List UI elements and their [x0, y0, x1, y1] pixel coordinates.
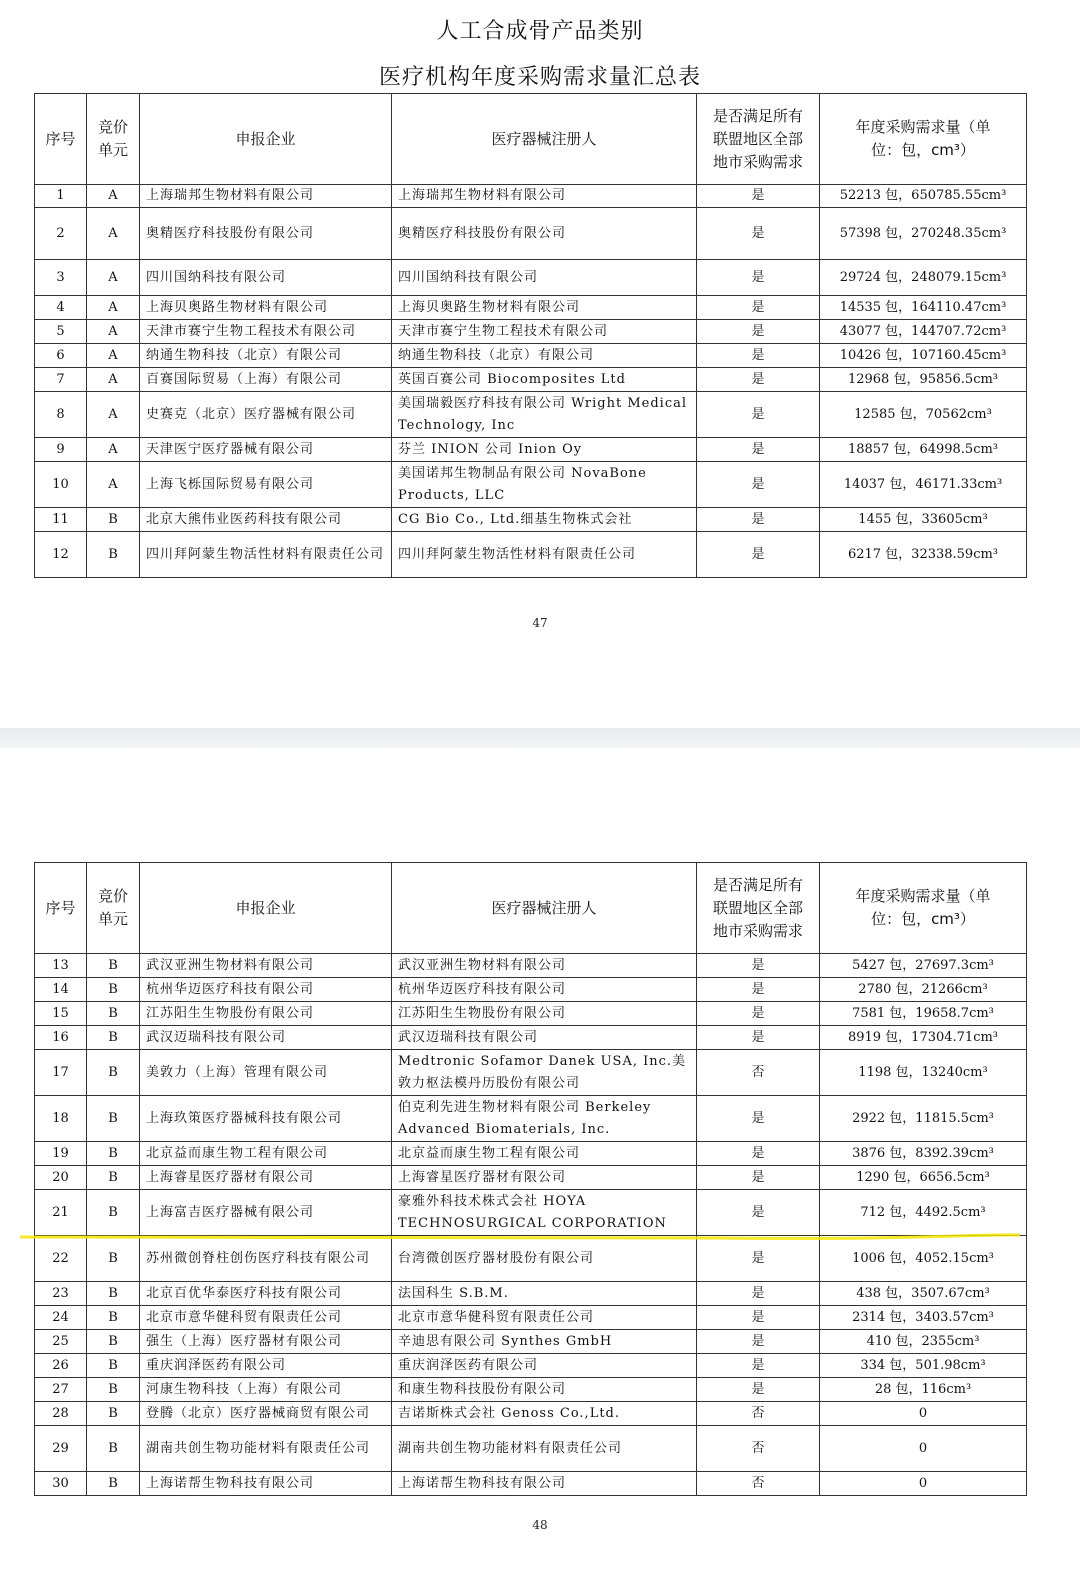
cell-company: 上海玖策医疗器械科技有限公司 [140, 1096, 392, 1142]
cell-meets: 是 [697, 1282, 820, 1306]
cell-demand: 3876 包，8392.39cm³ [820, 1142, 1027, 1166]
cell-unit: B [87, 1306, 140, 1330]
table-body-page-47 [35, 185, 1027, 578]
cell-meets: 是 [697, 1354, 820, 1378]
cell-registrant: 美国瑞毅医疗科技有限公司 Wright Medical Technology, Inc [392, 392, 697, 438]
cell-registrant: 伯克利先进生物材料有限公司 Berkeley Advanced Biomaterials, Inc. [392, 1096, 697, 1142]
table-row [35, 1026, 1027, 1050]
cell-meets: 是 [697, 1166, 820, 1190]
cell-unit: A [87, 462, 140, 508]
cell-meets: 是 [697, 208, 820, 260]
document-title: 人工合成骨产品类别 [436, 19, 644, 44]
cell-no: 24 [35, 1306, 87, 1330]
cell-registrant: 和康生物科技股份有限公司 [392, 1378, 697, 1402]
cell-demand: 6217 包，32338.59cm³ [820, 532, 1027, 578]
cell-unit: B [87, 1096, 140, 1142]
cell-no: 9 [35, 438, 87, 462]
cell-demand: 410 包，2355cm³ [820, 1330, 1027, 1354]
cell-meets: 是 [697, 508, 820, 532]
cell-registrant: 四川国纳科技有限公司 [392, 260, 697, 296]
cell-meets: 是 [697, 296, 820, 320]
cell-company: 上海瑞邦生物材料有限公司 [140, 185, 392, 208]
cell-no: 13 [35, 954, 87, 978]
cell-registrant: 奥精医疗科技股份有限公司 [392, 208, 697, 260]
cell-meets: 是 [697, 438, 820, 462]
cell-company: 上海飞栎国际贸易有限公司 [140, 462, 392, 508]
cell-unit: A [87, 368, 140, 392]
cell-demand: 57398 包，270248.35cm³ [820, 208, 1027, 260]
table-row [35, 1402, 1027, 1426]
cell-unit: B [87, 1190, 140, 1236]
cell-unit: A [87, 320, 140, 344]
cell-demand: 2780 包，21266cm³ [820, 978, 1027, 1002]
demand-table-page-48 [34, 862, 1027, 1496]
header-no: 序号 [35, 863, 87, 954]
table-row [35, 1282, 1027, 1306]
cell-demand: 18857 包，64998.5cm³ [820, 438, 1027, 462]
table-header-row [35, 94, 1027, 185]
cell-company: 天津医宁医疗器械有限公司 [140, 438, 392, 462]
cell-company: 杭州华迈医疗科技有限公司 [140, 978, 392, 1002]
cell-no: 27 [35, 1378, 87, 1402]
cell-unit: A [87, 260, 140, 296]
page-number: 48 [532, 1518, 548, 1532]
document-page-48 [0, 748, 1080, 1594]
cell-company: 史赛克（北京）医疗器械有限公司 [140, 392, 392, 438]
cell-company: 四川国纳科技有限公司 [140, 260, 392, 296]
document-page-47 [0, 0, 1080, 728]
cell-no: 22 [35, 1236, 87, 1282]
table-row [35, 1096, 1027, 1142]
cell-company: 天津市赛宁生物工程技术有限公司 [140, 320, 392, 344]
cell-registrant: CG Bio Co., Ltd.细基生物株式会社 [392, 508, 697, 532]
table-row [35, 1472, 1027, 1496]
table-row [35, 1190, 1027, 1236]
table-row [35, 438, 1027, 462]
table-body-page-48 [35, 954, 1027, 1496]
cell-registrant: 北京益而康生物工程有限公司 [392, 1142, 697, 1166]
cell-demand: 2314 包，3403.57cm³ [820, 1306, 1027, 1330]
demand-table-page-47 [34, 93, 1027, 578]
cell-company: 四川拜阿蒙生物活性材料有限责任公司 [140, 532, 392, 578]
table-row [35, 208, 1027, 260]
cell-unit: B [87, 508, 140, 532]
cell-company: 上海睿星医疗器材有限公司 [140, 1166, 392, 1190]
cell-company: 北京大熊伟业医药科技有限公司 [140, 508, 392, 532]
cell-meets: 是 [697, 1378, 820, 1402]
cell-unit: B [87, 1472, 140, 1496]
cell-registrant: 四川拜阿蒙生物活性材料有限责任公司 [392, 532, 697, 578]
cell-meets: 是 [697, 260, 820, 296]
cell-unit: B [87, 1378, 140, 1402]
table-row [35, 1426, 1027, 1472]
cell-no: 20 [35, 1166, 87, 1190]
cell-demand: 1006 包，4052.15cm³ [820, 1236, 1027, 1282]
cell-meets: 是 [697, 1096, 820, 1142]
table-row [35, 462, 1027, 508]
cell-demand: 14037 包，46171.33cm³ [820, 462, 1027, 508]
table-row [35, 954, 1027, 978]
cell-unit: A [87, 392, 140, 438]
table-row [35, 392, 1027, 438]
cell-registrant: 吉诺斯株式会社 Genoss Co.,Ltd. [392, 1402, 697, 1426]
cell-meets: 是 [697, 1142, 820, 1166]
cell-demand: 14535 包，164110.47cm³ [820, 296, 1027, 320]
cell-company: 江苏阳生生物股份有限公司 [140, 1002, 392, 1026]
cell-company: 强生（上海）医疗器材有限公司 [140, 1330, 392, 1354]
cell-company: 上海贝奥路生物材料有限公司 [140, 296, 392, 320]
cell-company: 北京百优华泰医疗科技有限公司 [140, 1282, 392, 1306]
table-row [35, 1166, 1027, 1190]
cell-demand: 712 包，4492.5cm³ [820, 1190, 1027, 1236]
table-row [35, 1354, 1027, 1378]
header-demand: 年度采购需求量（单位：包，cm³） [820, 94, 1027, 185]
table-row [35, 1002, 1027, 1026]
cell-company: 苏州微创脊柱创伤医疗科技有限公司 [140, 1236, 392, 1282]
cell-meets: 否 [697, 1472, 820, 1496]
cell-unit: B [87, 1166, 140, 1190]
cell-unit: B [87, 1050, 140, 1096]
table-row [35, 1306, 1027, 1330]
cell-unit: A [87, 344, 140, 368]
cell-demand: 7581 包，19658.7cm³ [820, 1002, 1027, 1026]
table-row [35, 1050, 1027, 1096]
cell-demand: 28 包，116cm³ [820, 1378, 1027, 1402]
cell-unit: B [87, 1330, 140, 1354]
cell-demand: 5427 包，27697.3cm³ [820, 954, 1027, 978]
header-company: 申报企业 [140, 94, 392, 185]
cell-unit: A [87, 296, 140, 320]
cell-unit: B [87, 1426, 140, 1472]
table-row [35, 320, 1027, 344]
header-company: 申报企业 [140, 863, 392, 954]
table-row [35, 1378, 1027, 1402]
table-row [35, 1142, 1027, 1166]
cell-no: 25 [35, 1330, 87, 1354]
cell-company: 奥精医疗科技股份有限公司 [140, 208, 392, 260]
cell-registrant: 上海贝奥路生物材料有限公司 [392, 296, 697, 320]
table-row [35, 368, 1027, 392]
cell-no: 30 [35, 1472, 87, 1496]
cell-registrant: 上海诺帮生物科技有限公司 [392, 1472, 697, 1496]
table-row [35, 1236, 1027, 1282]
header-registrant: 医疗器械注册人 [392, 94, 697, 185]
cell-meets: 是 [697, 368, 820, 392]
cell-registrant: 豪雅外科技术株式会社 HOYA TECHNOSURGICAL CORPORATION [392, 1190, 697, 1236]
cell-meets: 是 [697, 1306, 820, 1330]
cell-no: 15 [35, 1002, 87, 1026]
cell-company: 美敦力（上海）管理有限公司 [140, 1050, 392, 1096]
cell-registrant: 武汉迈瑞科技有限公司 [392, 1026, 697, 1050]
cell-no: 16 [35, 1026, 87, 1050]
cell-no: 2 [35, 208, 87, 260]
cell-no: 6 [35, 344, 87, 368]
cell-registrant: 纳通生物科技（北京）有限公司 [392, 344, 697, 368]
table-row [35, 532, 1027, 578]
table-header-row [35, 863, 1027, 954]
cell-no: 7 [35, 368, 87, 392]
cell-unit: B [87, 954, 140, 978]
cell-registrant: 台湾微创医疗器材股份有限公司 [392, 1236, 697, 1282]
cell-demand: 52213 包，650785.55cm³ [820, 185, 1027, 208]
cell-company: 重庆润泽医药有限公司 [140, 1354, 392, 1378]
cell-registrant: 天津市赛宁生物工程技术有限公司 [392, 320, 697, 344]
cell-unit: B [87, 1282, 140, 1306]
cell-no: 4 [35, 296, 87, 320]
cell-company: 上海富吉医疗器械有限公司 [140, 1190, 392, 1236]
cell-unit: B [87, 1142, 140, 1166]
header-meets: 是否满足所有联盟地区全部地市采购需求 [697, 94, 820, 185]
cell-registrant: 辛迪思有限公司 Synthes GmbH [392, 1330, 697, 1354]
header-demand: 年度采购需求量（单位：包，cm³） [820, 863, 1027, 954]
cell-unit: A [87, 185, 140, 208]
cell-demand: 8919 包，17304.71cm³ [820, 1026, 1027, 1050]
cell-meets: 否 [697, 1402, 820, 1426]
cell-meets: 是 [697, 320, 820, 344]
cell-demand: 2922 包，11815.5cm³ [820, 1096, 1027, 1142]
cell-unit: B [87, 1002, 140, 1026]
cell-no: 14 [35, 978, 87, 1002]
cell-demand: 1455 包，33605cm³ [820, 508, 1027, 532]
cell-company: 北京益而康生物工程有限公司 [140, 1142, 392, 1166]
cell-demand: 12585 包，70562cm³ [820, 392, 1027, 438]
cell-registrant: Medtronic Sofamor Danek USA, Inc.美敦力枢法模丹历股份有限公司 [392, 1050, 697, 1096]
cell-demand: 334 包，501.98cm³ [820, 1354, 1027, 1378]
cell-unit: B [87, 1236, 140, 1282]
cell-meets: 是 [697, 392, 820, 438]
cell-demand: 1198 包，13240cm³ [820, 1050, 1027, 1096]
cell-meets: 是 [697, 1002, 820, 1026]
cell-demand: 0 [820, 1426, 1027, 1472]
cell-demand: 0 [820, 1402, 1027, 1426]
cell-unit: B [87, 1402, 140, 1426]
cell-no: 17 [35, 1050, 87, 1096]
cell-meets: 是 [697, 1190, 820, 1236]
table-row [35, 978, 1027, 1002]
cell-meets: 是 [697, 978, 820, 1002]
cell-company: 武汉亚洲生物材料有限公司 [140, 954, 392, 978]
cell-unit: B [87, 1354, 140, 1378]
page-number: 47 [532, 616, 548, 630]
cell-no: 10 [35, 462, 87, 508]
cell-company: 上海诺帮生物科技有限公司 [140, 1472, 392, 1496]
cell-registrant: 湖南共创生物功能材料有限责任公司 [392, 1426, 697, 1472]
cell-no: 18 [35, 1096, 87, 1142]
cell-meets: 是 [697, 1236, 820, 1282]
table-row [35, 296, 1027, 320]
cell-no: 3 [35, 260, 87, 296]
cell-demand: 10426 包，107160.45cm³ [820, 344, 1027, 368]
cell-meets: 否 [697, 1050, 820, 1096]
page-separator [0, 728, 1080, 748]
cell-meets: 是 [697, 185, 820, 208]
cell-unit: B [87, 532, 140, 578]
cell-meets: 是 [697, 954, 820, 978]
cell-demand: 29724 包，248079.15cm³ [820, 260, 1027, 296]
cell-demand: 43077 包，144707.72cm³ [820, 320, 1027, 344]
table-row [35, 344, 1027, 368]
cell-registrant: 法国科生 S.B.M. [392, 1282, 697, 1306]
cell-company: 武汉迈瑞科技有限公司 [140, 1026, 392, 1050]
cell-demand: 438 包，3507.67cm³ [820, 1282, 1027, 1306]
cell-no: 12 [35, 532, 87, 578]
cell-demand: 12968 包，95856.5cm³ [820, 368, 1027, 392]
cell-demand: 1290 包，6656.5cm³ [820, 1166, 1027, 1190]
cell-registrant: 重庆润泽医药有限公司 [392, 1354, 697, 1378]
cell-registrant: 江苏阳生生物股份有限公司 [392, 1002, 697, 1026]
cell-meets: 是 [697, 462, 820, 508]
cell-company: 河康生物科技（上海）有限公司 [140, 1378, 392, 1402]
header-registrant: 医疗器械注册人 [392, 863, 697, 954]
cell-registrant: 上海瑞邦生物材料有限公司 [392, 185, 697, 208]
cell-company: 北京市意华健科贸有限责任公司 [140, 1306, 392, 1330]
cell-company: 百赛国际贸易（上海）有限公司 [140, 368, 392, 392]
cell-no: 1 [35, 185, 87, 208]
cell-registrant: 英国百赛公司 Biocomposites Ltd [392, 368, 697, 392]
cell-registrant: 上海睿星医疗器材有限公司 [392, 1166, 697, 1190]
cell-company: 登腾（北京）医疗器械商贸有限公司 [140, 1402, 392, 1426]
cell-no: 11 [35, 508, 87, 532]
cell-registrant: 美国诺邦生物制品有限公司 NovaBone Products, LLC [392, 462, 697, 508]
cell-no: 23 [35, 1282, 87, 1306]
table-row [35, 508, 1027, 532]
table-row [35, 1330, 1027, 1354]
cell-company: 湖南共创生物功能材料有限责任公司 [140, 1426, 392, 1472]
header-unit: 竞价单元 [87, 94, 140, 185]
cell-registrant: 武汉亚洲生物材料有限公司 [392, 954, 697, 978]
cell-no: 26 [35, 1354, 87, 1378]
cell-no: 8 [35, 392, 87, 438]
cell-unit: B [87, 1026, 140, 1050]
header-unit: 竞价单元 [87, 863, 140, 954]
cell-no: 21 [35, 1190, 87, 1236]
cell-registrant: 杭州华迈医疗科技有限公司 [392, 978, 697, 1002]
cell-meets: 否 [697, 1426, 820, 1472]
cell-meets: 是 [697, 532, 820, 578]
cell-registrant: 芬兰 INION 公司 Inion Oy [392, 438, 697, 462]
cell-registrant: 北京市意华健科贸有限责任公司 [392, 1306, 697, 1330]
header-meets: 是否满足所有联盟地区全部地市采购需求 [697, 863, 820, 954]
header-no: 序号 [35, 94, 87, 185]
cell-no: 28 [35, 1402, 87, 1426]
cell-unit: A [87, 208, 140, 260]
table-row [35, 260, 1027, 296]
cell-no: 29 [35, 1426, 87, 1472]
cell-company: 纳通生物科技（北京）有限公司 [140, 344, 392, 368]
cell-unit: A [87, 438, 140, 462]
table-row [35, 185, 1027, 208]
cell-no: 5 [35, 320, 87, 344]
document-subtitle: 医疗机构年度采购需求量汇总表 [378, 65, 701, 90]
cell-meets: 是 [697, 344, 820, 368]
cell-demand: 0 [820, 1472, 1027, 1496]
cell-unit: B [87, 978, 140, 1002]
cell-meets: 是 [697, 1026, 820, 1050]
cell-meets: 是 [697, 1330, 820, 1354]
cell-no: 19 [35, 1142, 87, 1166]
